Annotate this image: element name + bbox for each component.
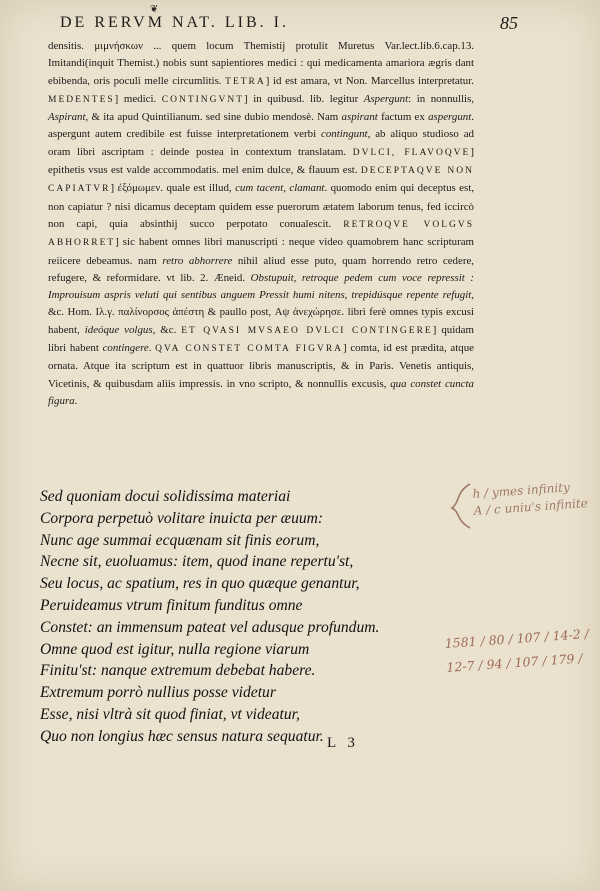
commentary-run: : in nonnullis,: [408, 92, 475, 105]
verse-line: Peruideamus vtrum finitum funditus omne: [40, 596, 303, 614]
commentary-run: . aspergunt autem credibile est fuisse interpretationem verbi: [48, 111, 474, 141]
commentary-italic-run: ideóque volgus: [84, 323, 153, 336]
commentary-run: nihil aliud esse puto, quam horrendo retro cedere, refugere, & reformidare. vt lib. 2. Æneid.: [48, 254, 475, 284]
verse-line: Corpora perpetuò volitare inuicta per æuum:: [40, 509, 324, 527]
verse-line: Constet: an immensum pateat vel adusque profundum.: [40, 618, 380, 636]
commentary-run: factum ex: [377, 111, 429, 124]
handwritten-note-lower-line-1: 1581 / 80 / 107 / 14-2 /: [444, 625, 590, 651]
commentary-run: ] id est amara, vt Non. Marcellus interpretatur.: [265, 74, 474, 87]
commentary-italic-run: Aspergunt: [363, 92, 409, 105]
signature-mark: L 3: [327, 735, 359, 751]
head-ornament: ❦: [150, 4, 159, 15]
verse-line: Omne quod est igitur, nulla regione viarum: [40, 640, 310, 658]
commentary-lemma: DVLCI, FLAVOQVE: [352, 147, 471, 158]
verse-block: [40, 486, 400, 748]
commentary-block: [48, 38, 474, 410]
commentary-run: , &c. Hom. Ιλ.γ. παλίνορσος ἀπέστη & paullo post, Αψ ἀνεχώρησε. libri ferè omnes typis excusi habent,: [48, 289, 474, 336]
commentary-run: .: [148, 342, 156, 355]
handwritten-note-upper-line-2: A / c uniu's infinite: [473, 495, 589, 518]
commentary-run: , ab aliquo studioso ad oram libri ascriptam : deinde postea in contextum translatam.: [48, 128, 475, 158]
commentary-italic-run: contingere: [102, 342, 149, 355]
commentary-run: ] medici.: [114, 92, 162, 105]
commentary-run: .: [74, 394, 78, 407]
verse-line: Extremum porrò nullius posse videtur: [40, 684, 276, 702]
commentary-italic-run: Aspirant: [48, 111, 86, 124]
commentary-run: , &c.: [152, 323, 182, 336]
commentary-lemma: QVA CONSTET COMTA FIGVRA: [155, 344, 344, 355]
commentary-run: , & ita apud Quintilianum. sed sine dubio mendosè. Nam: [85, 111, 342, 124]
commentary-italic-run: aspirant: [341, 111, 378, 124]
handwritten-note-lower-line-2: 12-7 / 94 / 107 / 179 /: [445, 650, 584, 675]
commentary-run: ] in quibusd. lib. legitur: [244, 92, 364, 105]
commentary-italic-run: cum tacent, clamant: [235, 182, 325, 195]
commentary-lemma: ET QVASI MVSAEO DVLCI CONTINGERE: [181, 325, 433, 336]
commentary-lemma: CONTINGVNT: [161, 94, 245, 105]
commentary-italic-run: Obstupuit, retroque pedem cum voce repressit : Improuisum aspris veluti qui sentibus anguem Pressit humi nitens, trepidúsque repente refugit: [48, 271, 474, 302]
commentary-run: . quomodo enim qui deceptus est, non capiatur ? nisi dicamus deceptam quidem esse puerorum ætatem laborum tenus, fed iccircò non capi, quia absinthij succo perpotato conualescit.: [48, 182, 474, 230]
commentary-run: ] sic habent omnes libri manuscripti : neque video quamobrem hanc scripturam reiicere debeamus. nam: [48, 236, 474, 267]
commentary-italic-run: contingunt: [321, 128, 368, 141]
verse-line: Necne sit, euoluamus: item, quod inane repertu'st,: [40, 553, 354, 571]
commentary-run: ] comta, id est prædita, atque ornata. Atque ita scriptum est in quattuor libris manuscriptis, & in Paris. Venetis antiquis, Vicetinis, & quibusdam aliis impressis. in vno scripto, & nonnullis excusis,: [48, 342, 474, 390]
verse-line: Sed quoniam docui solidissima materiai: [40, 488, 291, 505]
verse-line: Seu locus, ac spatium, res in quo quæque genantur,: [40, 575, 360, 593]
commentary-lemma: MEDENTES: [48, 94, 115, 105]
page-number: 85: [500, 13, 518, 33]
commentary-lemma: DECEPTAQVE NON CAPIATVR: [48, 166, 474, 195]
commentary-lemma: RETROQVE VOLGVS ABHORRET: [48, 219, 474, 249]
verse-line: Esse, nisi vltrà sit quod finiat, vt videatur,: [40, 705, 300, 723]
commentary-italic-run: retro abhorrere: [162, 254, 233, 267]
commentary-italic-run: qua constet cuncta figura: [48, 377, 474, 407]
commentary-lemma: TETRA: [225, 76, 266, 87]
verse-line: Quo non longius hæc sensus natura sequatur.: [40, 727, 324, 745]
commentary-italic-run: aspergunt: [428, 111, 472, 124]
verse-line: Finitu'st: nanque extremum debebat habere.: [40, 662, 316, 680]
handwritten-note-upper: [472, 478, 588, 520]
verse-line: Nunc age summai ecquænam sit finis eorum,: [40, 531, 320, 549]
running-head: DE RERVM NAT. LIB. I.: [60, 14, 289, 31]
commentary-run: ] quidam libri habent: [48, 323, 474, 355]
commentary-text: [48, 38, 474, 410]
commentary-run: densitis. μιμνήσκων ... quem locum Themistij protulit Muretus Var.lect.lib.6.cap.13. Imitandi(inquit Themist.) nobis sunt sapientiores medici : qui medicamenta amariora ægris dant ebibenda, oris poculi melle circumlitis.: [48, 40, 474, 87]
handwritten-note-upper-line-1: h / ymes infinity: [472, 480, 571, 501]
handwritten-note-lower: [444, 622, 591, 680]
commentary-run: ] epithetis vsus est valde accommodatis. mel enim dulce, & flauum est.: [48, 145, 474, 177]
commentary-run: ] ἐξόμωμεν. quale est illud,: [110, 182, 236, 195]
